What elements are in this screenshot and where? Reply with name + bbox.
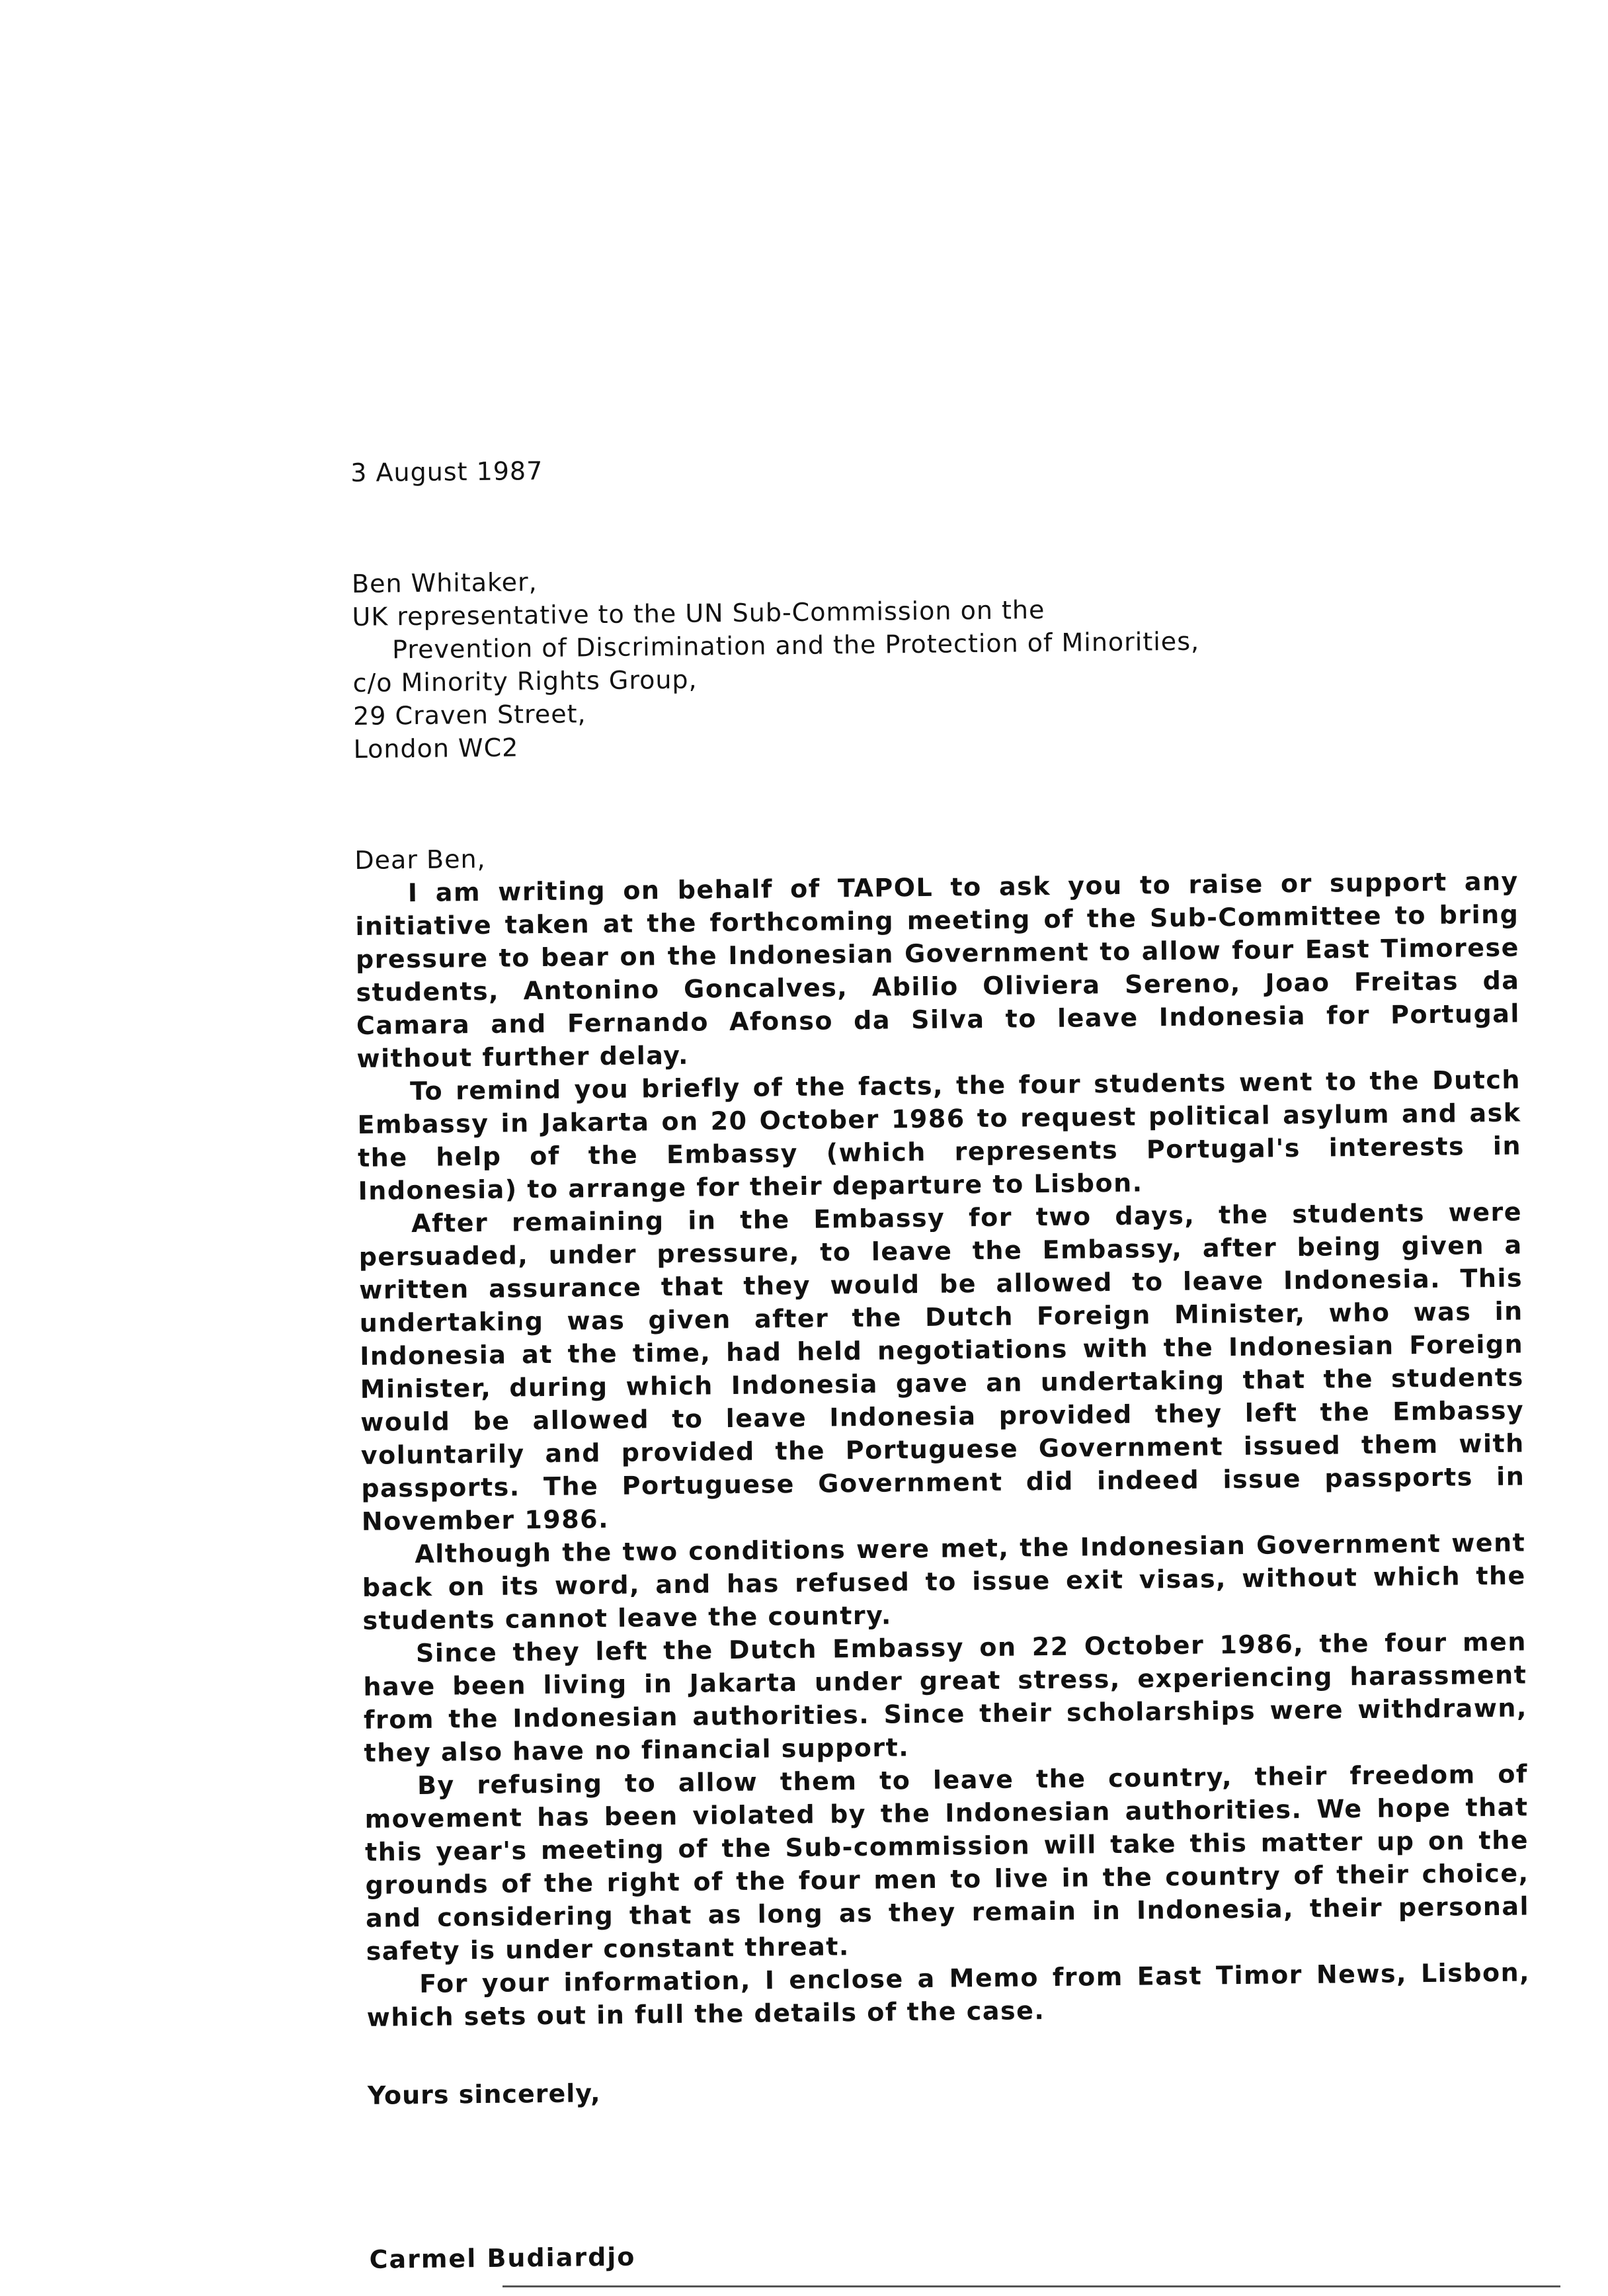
- address-line: Ben Whitaker,: [351, 567, 538, 598]
- body-paragraph: After remaining in the Embassy for two days, the students were persuaded, under pressure, to leave the Embassy, after being given a written assurance that they would be allowed to leave Indonesia. This undertaking was given after the Dutch Foreign Minister, who was in Indonesia at the time, had held negotiations with the Indonesian Foreign Minister, during which Indonesia gave an undertaking that the students would be allowed to leave Indonesia provided they left the Embassy voluntarily and provided the Portuguese Government issued them with passports. The Portuguese Government did indeed issue passports in November 1986.: [358, 1197, 1525, 1536]
- body-paragraph: For your information, I enclose a Memo from East Timor News, Lisbon, which sets out in full the details of the case.: [366, 1957, 1531, 2032]
- body-paragraph: Although the two conditions were met, the Indonesian Government went back on its word, and has refused to issue exit visas, without which the students cannot leave the country.: [362, 1528, 1527, 1635]
- signature-name: Carmel Budiardjo: [369, 2242, 636, 2274]
- address-line: c/o Minority Rights Group,: [352, 665, 698, 698]
- address-line: London WC2: [353, 733, 519, 764]
- letter-date: 3 August 1987: [350, 456, 543, 487]
- body-paragraph: By refusing to allow them to leave the country, their freedom of movement has been violated by the Indonesian authorities. We hope that this year's meeting of the Sub-commission will take this matter up on the grounds of the right of the four men to live in the country of their choice, and considering that as long as they remain in Indonesia, their personal safety is under constant threat.: [364, 1759, 1530, 1966]
- salutation: Dear Ben,: [354, 844, 486, 875]
- scan-speck: [972, 2083, 998, 2087]
- letter-body: [350, 444, 1533, 2276]
- closing: Yours sincerely,: [367, 2078, 601, 2110]
- page-edge-line: [502, 2285, 1560, 2287]
- recipient-address: [352, 555, 1517, 766]
- address-line: Prevention of Discrimination and the Protection of Minorities,: [391, 626, 1200, 665]
- body-paragraph: To remind you briefly of the facts, the four students went to the Dutch Embassy in Jakarta on 20 October 1986 to request political asylum and ask the help of the Embassy (which represents Portugal's interests in Indonesia) to arrange for their departure to Lisbon.: [357, 1065, 1522, 1206]
- body-paragraph: Since they left the Dutch Embassy on 22 October 1986, the four men have been living in Jakarta under great stress, experiencing harassment from the Indonesian authorities. Since their scholarships were withdrawn, they also have no financial support.: [363, 1627, 1528, 1768]
- address-line: UK representative to the UN Sub-Commission on the: [352, 595, 1045, 632]
- body-paragraph: I am writing on behalf of TAPOL to ask you to raise or support any initiative taken at the forthcoming meeting of the Sub-Committee to bring pressure to bear on the Indonesian Government to allow four East Timorese students, Antonino Goncalves, Abilio Oliviera Sereno, Joao Freitas da Camara and Fernando Afonso da Silva to leave Indonesia for Portugal without further delay.: [355, 866, 1521, 1073]
- address-line: 29 Craven Street,: [352, 699, 586, 731]
